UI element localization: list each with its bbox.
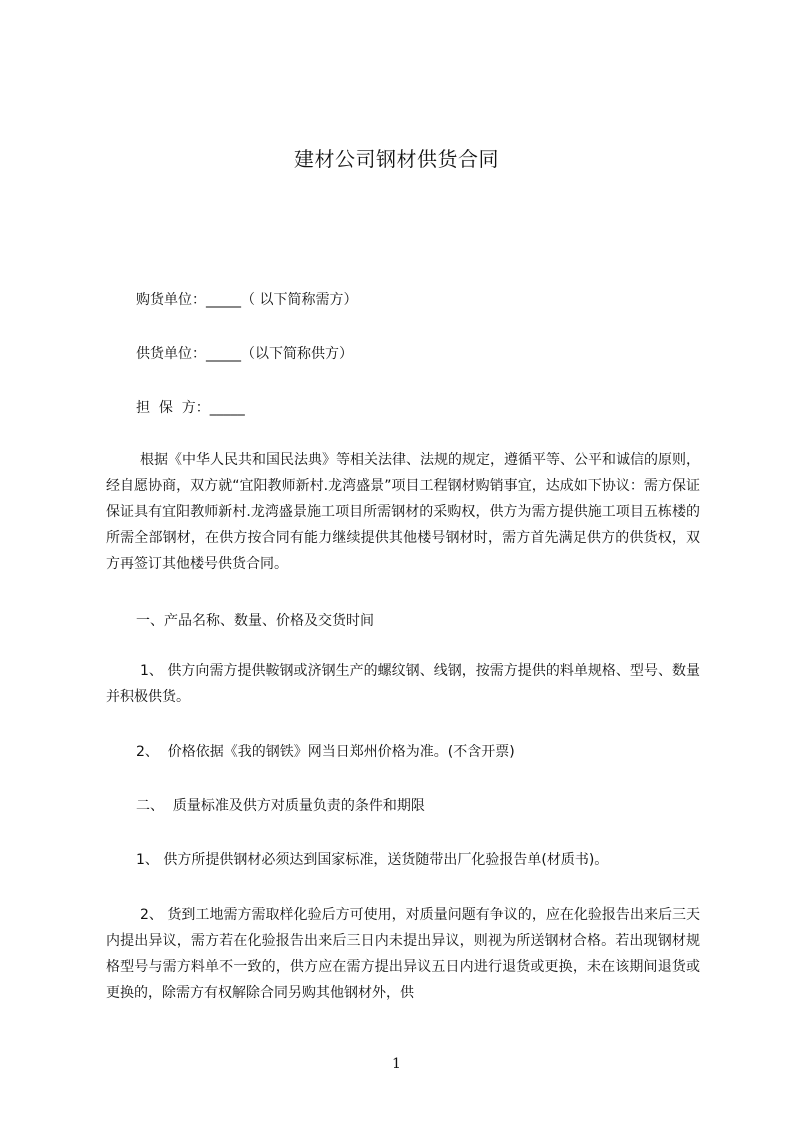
section1-item1 bbox=[106, 658, 700, 710]
page-number: 1 bbox=[392, 1056, 401, 1072]
section1-heading: 一、产品名称、数量、价格及交货时间 bbox=[136, 613, 374, 629]
section1-item1-text: 1、 供方向需方提供鞍钢或济钢生产的螺纹钢、线钢，按需方提供的料单规格、型号、数量并积极供货。 bbox=[106, 663, 700, 705]
document-title: 建材公司钢材供货合同 bbox=[294, 147, 499, 171]
preamble-text: 根据《中华人民共和国民法典》等相关法律、法规的规定，遵循平等、公平和诚信的原则，经自愿协商，双方就“宜阳教师新村.龙湾盛景”项目工程钢材购销事宜，达成如下协议：需方保证保证具有宜阳教师新村.龙湾盛景施工项目所需钢材的采购权，供方为需方提供施工项目五栋楼的所需全部钢材，在供方按合同有能力继续提供其他楼号钢材时，需方首先满足供方的供货权，双方再签订其他楼号供货合同。 bbox=[106, 452, 700, 572]
section1-item2: 2、 价格依据《我的钢铁》网当日郑州价格为准。(不含开票) bbox=[136, 744, 515, 760]
guarantor-line: 担 保 方：_____ bbox=[136, 400, 245, 416]
section2-item1: 1、 供方所提供钢材必须达到国家标准，送货随带出厂化验报告单(材质书)。 bbox=[136, 852, 609, 868]
section2-heading: 二、 质量标准及供方对质量负责的条件和期限 bbox=[136, 798, 425, 814]
section2-item2 bbox=[106, 902, 700, 1006]
supplier-line: 供货单位：_____（以下简称供方） bbox=[136, 346, 353, 362]
buyer-line: 购货单位：_____（ 以下简称需方） bbox=[136, 292, 358, 308]
section2-item2-text: 2、 货到工地需方需取样化验后方可使用，对质量问题有争议的，应在化验报告出来后三天内提出异议，需方若在化验报告出来后三日内未提出异议，则视为所送钢材合格。若出现钢材规格型号与需方料单不一致的，供方应在需方提出异议五日内进行退货或更换，未在该期间退货或更换的，除需方有权解除合同另购其他钢材外，供 bbox=[106, 907, 700, 1001]
preamble-paragraph bbox=[106, 447, 700, 577]
